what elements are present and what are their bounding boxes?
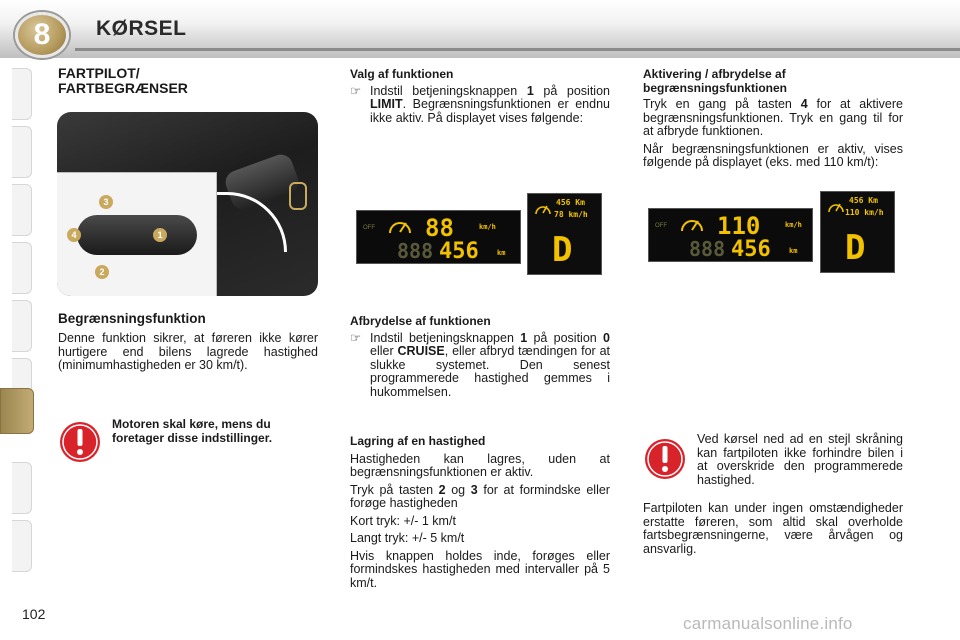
final-text: Fartpiloten kan under ingen omstændigheder erstatte føreren, som altid skal overholde fartsbegrænsningerne, være årvågen og ansvarlig. <box>643 501 903 556</box>
limiter-icon <box>534 200 552 218</box>
section-select <box>350 68 610 125</box>
title-line-1: FARTPILOT/ <box>58 65 140 81</box>
highlighted-button <box>289 182 307 210</box>
cluster-display-active: OFF 110 km/h 888 456 km <box>648 208 813 262</box>
cluster-display: OFF 88 km/h 888 456 km <box>356 210 521 264</box>
warning-icon <box>643 437 687 481</box>
stop-title: Afbrydelse af funktionen <box>350 314 491 328</box>
side-tab[interactable] <box>12 520 32 572</box>
header-rule <box>75 48 960 51</box>
side-tab-active[interactable] <box>0 388 34 434</box>
warning-icon <box>58 420 102 464</box>
activate-display-text: Når begrænsningsfunktionen er aktiv, vises følgende på displayet (eks. med 110 km/t): <box>643 141 903 169</box>
display-unit-km: km <box>497 249 506 257</box>
display-unit-km: km <box>789 247 798 255</box>
display-speed: 88 <box>425 214 454 242</box>
long-press-text: Langt tryk: +/- 5 km/t <box>350 531 465 545</box>
watermark: carmanualsonline.info <box>683 614 853 633</box>
gear-indicator: D <box>845 228 866 268</box>
display-speed: 110 <box>717 212 761 240</box>
callout-2: 2 <box>95 265 109 279</box>
display-odometer: 456 <box>439 239 479 264</box>
title-line-2: FARTBEGRÆNSER <box>58 80 188 96</box>
steering-control-photo <box>57 112 318 296</box>
final-note <box>643 502 903 556</box>
section-title: Begrænsningsfunktion <box>58 311 206 326</box>
section-limit <box>58 311 318 373</box>
select-text: Indstil betjeningsknappen 1 på position LIMIT. Begrænsningsfunktionen er endnu ikke aktiv. På displayet vises følgende: <box>370 83 610 125</box>
store-press-text: Tryk på tasten 2 og 3 for at formindske eller forøge hastigheden <box>350 482 610 510</box>
display-unit: km/h <box>479 223 496 231</box>
section-store <box>350 435 610 590</box>
warning-right <box>697 433 903 487</box>
small-display-km: 456 Km <box>849 196 878 205</box>
select-title: Valg af funktionen <box>350 67 454 81</box>
chapter-badge <box>15 12 69 58</box>
stop-text: Indstil betjeningsknappen 1 på position 0 eller CRUISE, eller afbryd tændingen for at slukke systemet. Den senest programmerede hastighed gemmes i hukommelsen. <box>370 330 611 399</box>
display-unit: km/h <box>785 221 802 229</box>
side-tab[interactable] <box>12 242 32 294</box>
activate-title: Aktivering / afbrydelse af begrænsningsfunktionen <box>643 67 787 95</box>
callout-1: 1 <box>153 228 167 242</box>
small-display-speed: 78 km/h <box>554 210 588 219</box>
side-tab[interactable] <box>12 126 32 178</box>
limiter-icon <box>827 198 845 216</box>
side-tab[interactable] <box>12 300 32 352</box>
display-off-label: OFF <box>363 225 375 231</box>
display-off-label: OFF <box>655 223 667 229</box>
chapter-title: KØRSEL <box>96 17 187 40</box>
callout-4: 4 <box>67 228 81 242</box>
small-display-speed: 110 km/h <box>845 208 884 217</box>
display-odometer: 456 <box>731 237 771 262</box>
gear-indicator: D <box>552 230 573 270</box>
multifunction-display <box>527 193 602 275</box>
hand-icon: ☞ <box>350 330 362 345</box>
warning-text-left: Motoren skal køre, mens du foretager disse indstillinger. <box>112 417 273 445</box>
side-tab[interactable] <box>12 462 32 514</box>
small-display-km: 456 Km <box>556 198 585 207</box>
warning-left <box>112 418 320 445</box>
speed-limiter-icon <box>387 217 413 235</box>
side-tab[interactable] <box>12 184 32 236</box>
control-closeup <box>57 172 217 296</box>
hand-icon: ☞ <box>350 83 362 98</box>
warning-text-right: Ved kørsel ned ad en stejl skråning kan fartpiloten ikke forhindre bilen i at overskride den programmerede hastighed. <box>697 432 903 487</box>
page-number: 102 <box>22 606 46 622</box>
short-press-text: Kort tryk: +/- 1 km/t <box>350 513 456 528</box>
control-stalk <box>77 215 197 255</box>
store-title: Lagring af en hastighed <box>350 434 486 448</box>
left-title <box>58 66 258 96</box>
store-text: Hastigheden kan lagres, uden at begrænsningsfunktionen er aktiv. <box>350 451 610 479</box>
activate-text: Tryk en gang på tasten 4 for at aktivere begrænsningsfunktionen. Tryk en gang til for at afbryde funktionen. <box>643 97 903 138</box>
side-tab[interactable] <box>12 68 32 120</box>
callout-3: 3 <box>99 195 113 209</box>
section-text: Denne funktion sikrer, at føreren ikke kører hurtigere end bilens lagrede hastighed (minimumhastigheden er 30 km/t). <box>58 331 318 372</box>
multifunction-display-active <box>820 191 895 273</box>
stop-bullet-row <box>350 332 610 400</box>
select-bullet-row <box>350 85 610 126</box>
speed-limiter-icon <box>679 215 705 233</box>
chapter-number: 8 <box>33 18 51 51</box>
hold-text: Hvis knappen holdes inde, forøges eller formindskes hastigheden med intervaller på 5 km/t. <box>350 548 610 590</box>
section-activate <box>643 68 903 170</box>
arrow-icon <box>207 192 287 252</box>
side-tabs <box>0 62 36 577</box>
section-stop <box>350 315 610 399</box>
